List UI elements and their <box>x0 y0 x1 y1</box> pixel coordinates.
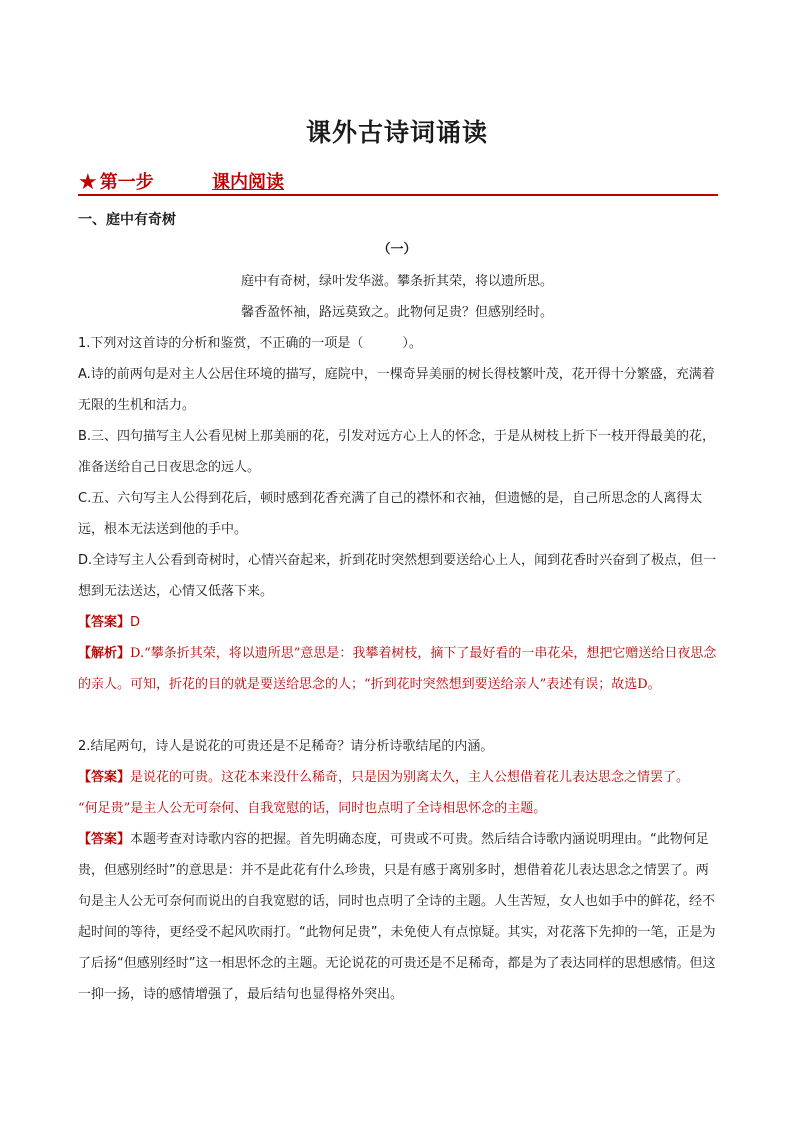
analysis-tag: 【解析】 <box>78 646 131 661</box>
star-icon: ★ <box>78 170 98 195</box>
answer-extra-text: “何足贵”是主人公无可奈何、自我宽慰的话，同时也点明了全诗相思怀念的主题。 <box>78 801 547 816</box>
option-b: B.三、四句描写主人公看见树上那美丽的花，引发对远方心上人的怀念，于是从树枝上折下一枝开得最美的花，准备送给自己日夜思念的远人。 <box>78 429 716 475</box>
question-1-stem: 1.下列对这首诗的分析和鉴赏，不正确的一项是（ ）。 <box>78 336 422 351</box>
step-header <box>78 168 718 196</box>
poem-line: 庭中有奇树，绿叶发华滋。攀条折其荣，将以遗所思。 <box>240 274 553 289</box>
answer-2-extra <box>78 793 718 824</box>
analysis-tag: 【答案】 <box>78 832 131 847</box>
poem-line: 馨香盈怀袖，路远莫致之。此物何足贵？但感别经时。 <box>240 305 553 320</box>
answer-2 <box>78 762 718 793</box>
analysis-1 <box>78 638 718 700</box>
step-label: 第一步 <box>99 172 154 193</box>
option-d: D.全诗写主人公看到奇树时，心情兴奋起来，折到花时突然想到要送给心上人，闻到花香时兴奋到了极点，但一想到无法送达，心情又低落下来。 <box>78 553 717 599</box>
analysis-2 <box>78 824 718 1010</box>
answer-1 <box>78 607 718 638</box>
answer-value: D <box>130 615 141 630</box>
question-2-stem: 2.结尾两句，诗人是说花的可贵还是不足稀奇？请分析诗歌结尾的内涵。 <box>78 739 494 754</box>
section-heading: 一、庭中有奇树 <box>78 212 176 228</box>
answer-tag: 【答案】 <box>78 770 131 785</box>
analysis-text: D.“攀条折其荣，将以遗所思”意思是：我攀着树枝，摘下了最好看的一串花朵，想把它赠送给日夜思念的亲人。可知，折花的目的就是要送给思念的人；“折到花时突然想到要送给亲人”表述有误；故选D。 <box>78 646 717 692</box>
poem-number: （一） <box>377 242 417 257</box>
page-title: 课外古诗词诵读 <box>305 118 488 147</box>
answer-tag: 【答案】 <box>78 615 131 630</box>
option-c: C.五、六句写主人公得到花后，顿时感到花香充满了自己的襟怀和衣袖，但遗憾的是，自己所思念的人离得太远，根本无法送到他的手中。 <box>78 491 703 537</box>
option-a: A.诗的前两句是对主人公居住环境的描写，庭院中，一棵奇异美丽的树长得枝繁叶茂，花开得十分繁盛，充满着无限的生机和活力。 <box>78 367 715 413</box>
step-name: 课内阅读 <box>212 172 284 193</box>
answer-text: 是说花的可贵。这花本来没什么稀奇，只是因为别离太久，主人公想借着花儿表达思念之情罢了。 <box>130 770 690 785</box>
analysis-text: 本题考查对诗歌内容的把握。首先明确态度，可贵或不可贵。然后结合诗歌内涵说明理由。“此物何足贵，但感别经时”的意思是：并不是此花有什么珍贵，只是有感于离别多时，想借着花儿表达思念之情罢了。两句是主人公无可奈何而说出的自我宽慰的话，同时也点明了全诗的主题。人生苦短，女人也如手中的鲜花，经不起时间的等待，更经受不起风吹雨打。“此物何足贵”，未免使人有点惊疑。其实，对花落下先抑的一笔，正是为了后扬“但感别经时”这一相思怀念的主题。无论说花的可贵还是不足稀奇，都是为了表达同样的思想感情。但这一抑一扬，诗的感情增强了，最后结句也显得格外突出。 <box>78 832 716 1002</box>
